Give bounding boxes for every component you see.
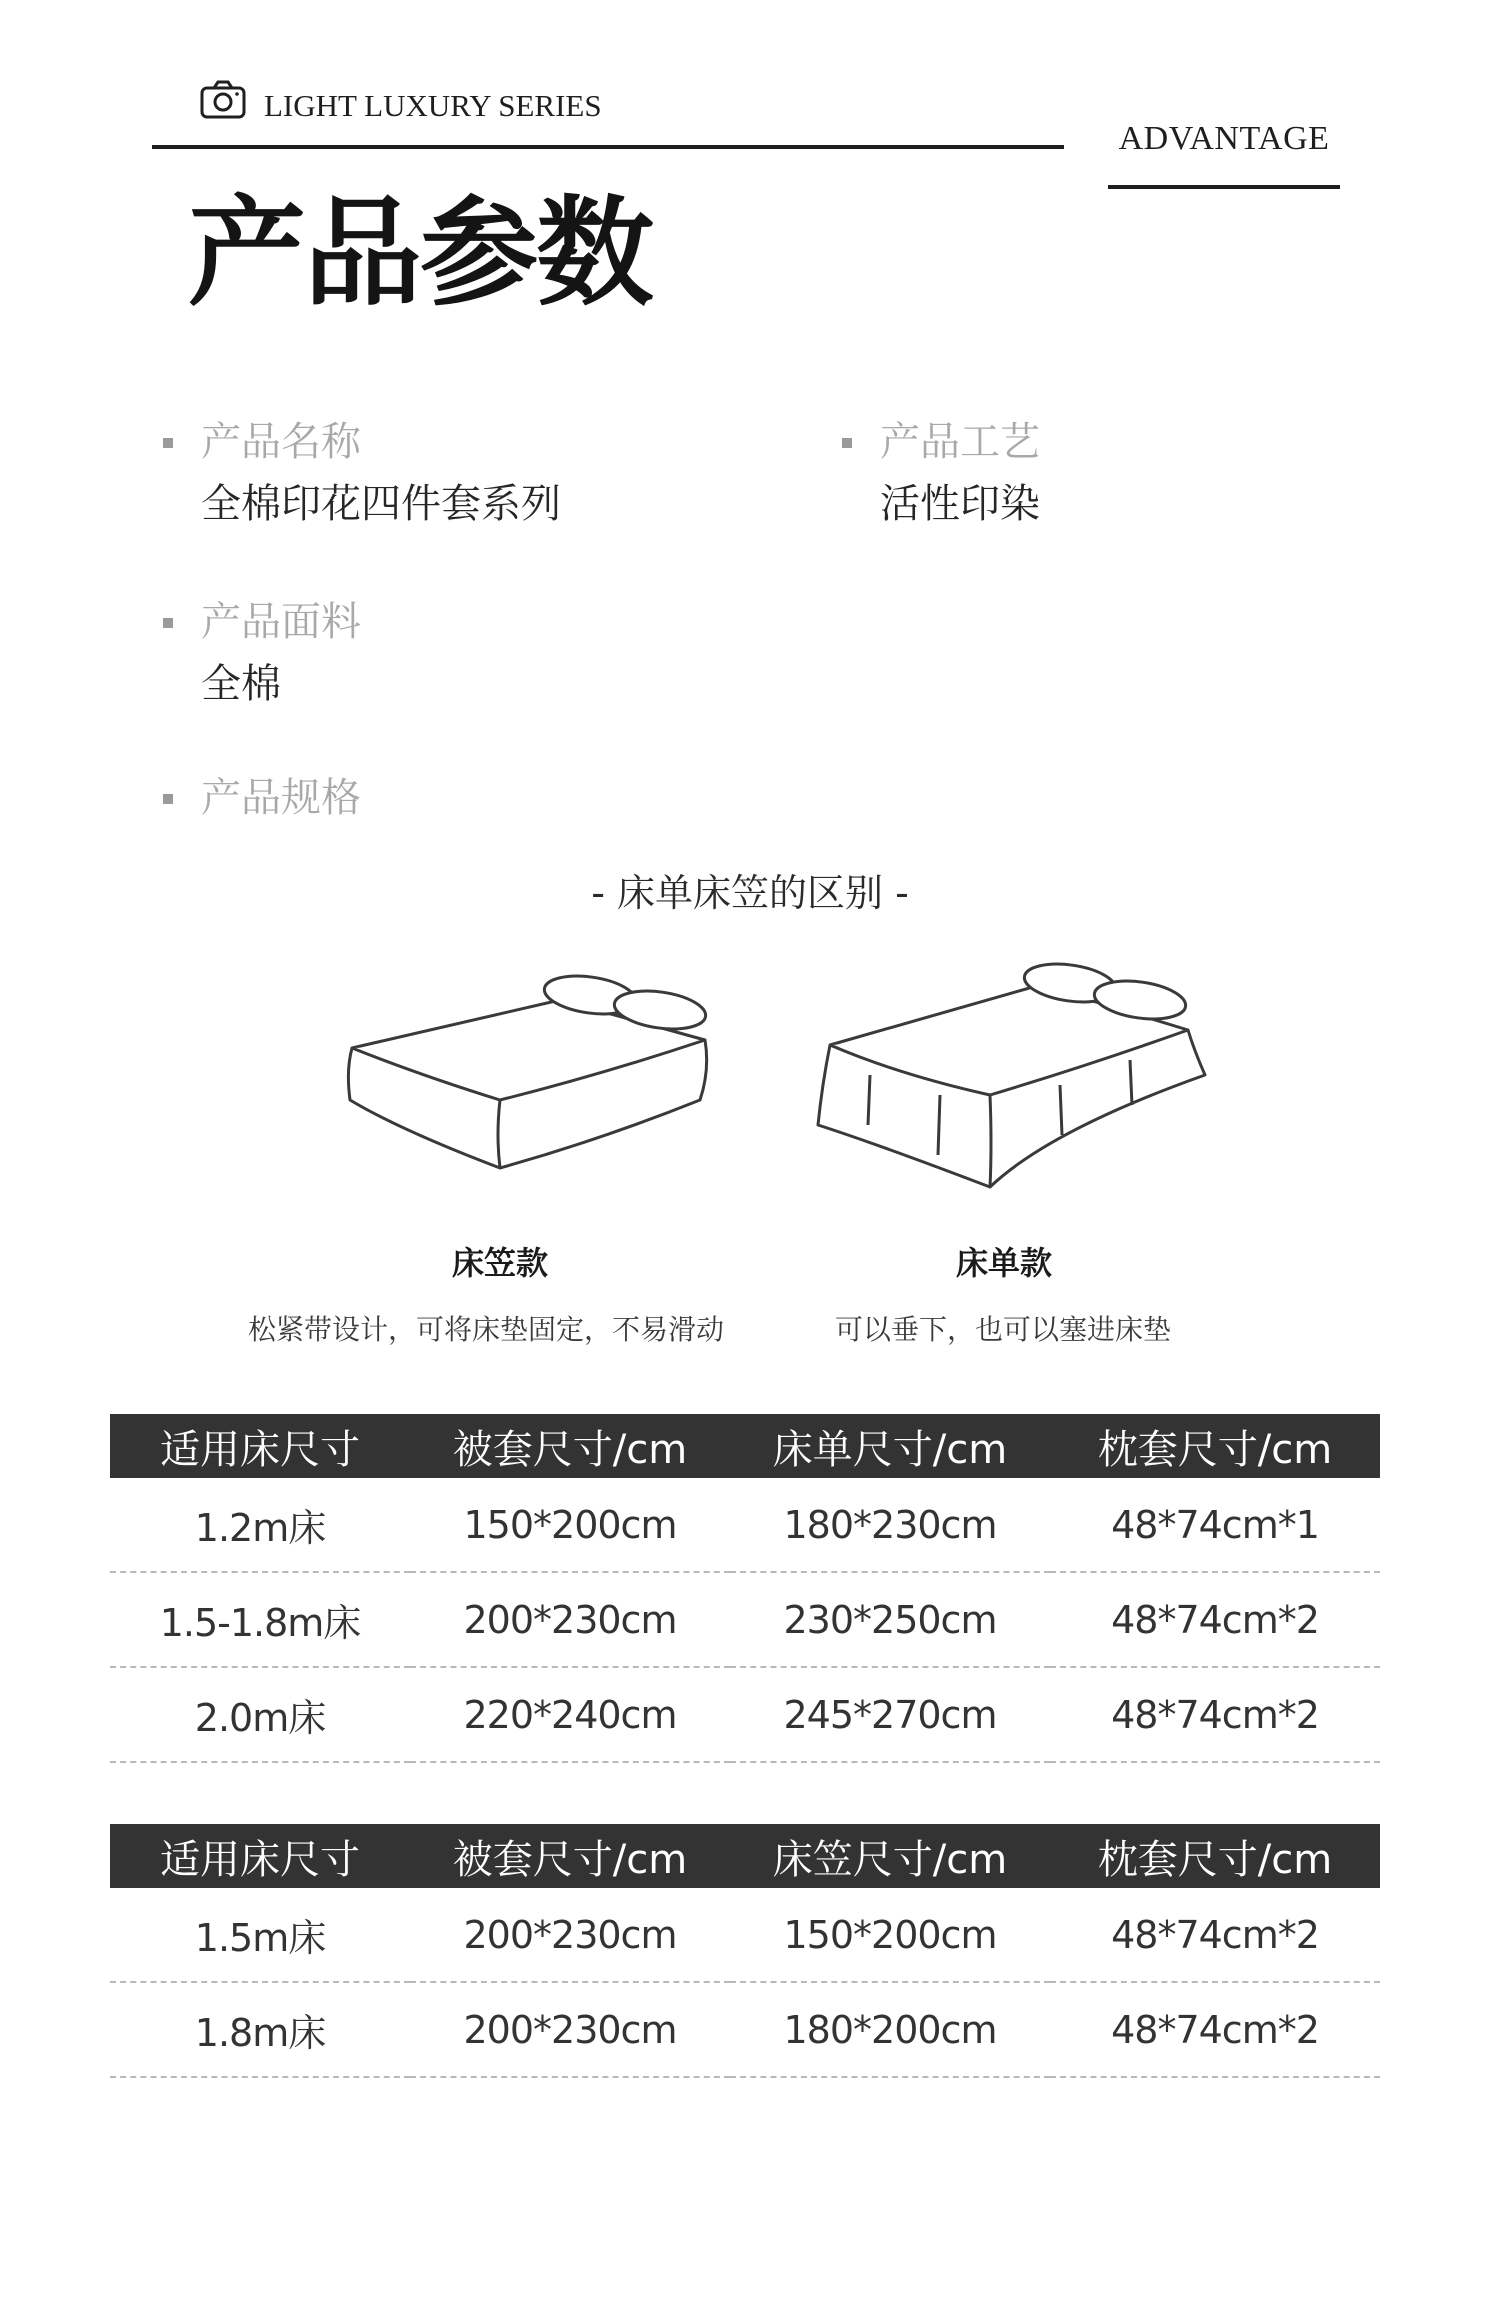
- bullet-icon: [163, 438, 173, 448]
- table-row: [110, 1888, 1380, 1982]
- table-cell: 48*74cm*2: [1050, 1667, 1380, 1762]
- table-cell: 200*230cm: [410, 1572, 730, 1667]
- table-cell: 48*74cm*1: [1050, 1478, 1380, 1572]
- table-cell: 48*74cm*2: [1050, 1982, 1380, 2077]
- table-cell: 2.0m床: [110, 1667, 410, 1762]
- flat-sheet-desc: 可以垂下，也可以塞进床垫: [835, 1313, 1172, 1346]
- flat-sheet-name: 床单款: [955, 1244, 1052, 1282]
- param-value: 全棉印花四件套系列: [201, 481, 561, 527]
- table-cell: 200*230cm: [410, 1888, 730, 1982]
- table-cell: 1.2m床: [110, 1478, 410, 1572]
- table-cell: 150*200cm: [730, 1888, 1050, 1982]
- advantage-label: ADVANTAGE: [1118, 120, 1330, 157]
- param-value: 活性印染: [880, 481, 1040, 527]
- flat-sheet-bed-icon: [810, 955, 1210, 1195]
- table-cell: 245*270cm: [730, 1667, 1050, 1762]
- table-row: [110, 1478, 1380, 1572]
- param-label: 产品名称: [201, 419, 361, 465]
- table-cell: 1.5m床: [110, 1888, 410, 1982]
- column-header: 床笠尺寸/cm: [730, 1824, 1050, 1888]
- header-divider: [152, 145, 1064, 149]
- bullet-icon: [163, 618, 173, 628]
- fitted-sheet-name: 床笠款: [451, 1244, 548, 1282]
- column-header: 被套尺寸/cm: [410, 1414, 730, 1478]
- table-cell: 1.8m床: [110, 1982, 410, 2077]
- column-header: 床单尺寸/cm: [730, 1414, 1050, 1478]
- param-label: 产品工艺: [880, 419, 1040, 465]
- difference-title: - 床单床笠的区别 -: [591, 871, 909, 915]
- table-row: [110, 1982, 1380, 2077]
- table-cell: 220*240cm: [410, 1667, 730, 1762]
- table-cell: 48*74cm*2: [1050, 1888, 1380, 1982]
- param-label: 产品规格: [201, 775, 361, 821]
- spec-table-fitted-sheet: [110, 1824, 1380, 2078]
- table-row: [110, 1667, 1380, 1762]
- column-header: 适用床尺寸: [110, 1824, 410, 1888]
- series-label: LIGHT LUXURY SERIES: [264, 88, 602, 123]
- page-title: 产品参数: [188, 184, 653, 322]
- table-row: [110, 1572, 1380, 1667]
- table-cell: 200*230cm: [410, 1982, 730, 2077]
- table-cell: 1.5-1.8m床: [110, 1572, 410, 1667]
- table-cell: 48*74cm*2: [1050, 1572, 1380, 1667]
- table-header-row: [110, 1824, 1380, 1888]
- table-cell: 180*230cm: [730, 1478, 1050, 1572]
- advantage-underline: [1108, 185, 1340, 189]
- param-label: 产品面料: [201, 599, 361, 645]
- camera-icon: [200, 80, 246, 120]
- table-header-row: [110, 1414, 1380, 1478]
- column-header: 枕套尺寸/cm: [1050, 1824, 1380, 1888]
- table-cell: 230*250cm: [730, 1572, 1050, 1667]
- column-header: 枕套尺寸/cm: [1050, 1414, 1380, 1478]
- spec-table-flat-sheet: [110, 1414, 1380, 1763]
- fitted-sheet-bed-icon: [340, 960, 720, 1180]
- bullet-icon: [842, 438, 852, 448]
- table-cell: 180*200cm: [730, 1982, 1050, 2077]
- column-header: 被套尺寸/cm: [410, 1824, 730, 1888]
- param-value: 全棉: [201, 661, 281, 707]
- table-cell: 150*200cm: [410, 1478, 730, 1572]
- fitted-sheet-desc: 松紧带设计，可将床垫固定，不易滑动: [248, 1313, 725, 1346]
- column-header: 适用床尺寸: [110, 1414, 410, 1478]
- bullet-icon: [163, 794, 173, 804]
